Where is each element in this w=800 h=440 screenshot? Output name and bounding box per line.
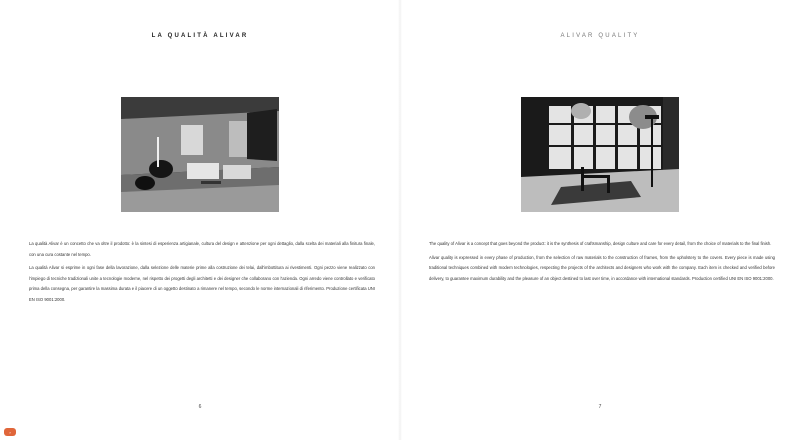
left-paragraph-1: La qualità Alivar è un concetto che va oltre il prodotto: è la sintesi di esperienza artigianale, cultura del design e attenzione per ogni dettaglio, dalla scelta dei materiali alla finitura finale, con una cura costante nel tempo. — [29, 241, 375, 257]
interior-photo-lounge — [121, 97, 279, 212]
right-page-number: 7 — [598, 404, 602, 410]
corner-tab-icon[interactable] — [4, 428, 16, 436]
right-paragraph-1: The quality of Alivar is a concept that goes beyond the product: it is the synthesis of craftsmanship, design culture and care for every detail, from the choice of materials to the final finish. — [429, 241, 772, 246]
right-page-heading: ALIVAR QUALITY — [560, 33, 640, 39]
left-page-body — [29, 239, 375, 308]
left-page-number: 6 — [198, 404, 202, 410]
left-page-heading: LA QUALITÀ ALIVAR — [151, 33, 249, 39]
corner-tab-glyph: › — [9, 429, 11, 435]
interior-photo-window — [521, 97, 679, 212]
left-paragraph-2: La qualità Alivar si esprime in ogni fase della lavorazione, dalla selezione delle materie prime alla costruzione dei telai, dall'imbottitura ai rivestimenti. Ogni pezzo viene realizzato con l'impiego di tecniche tradizionali unite a tecnologie moderne, nel rispetto dei progetti degli architetti e dei designer che collaborano con l'azienda. Ogni arredo viene controllato e verificato prima della consegna, per garantire la massima durata e il piacere di un oggetto destinato a rimanere nel tempo, secondo le norme internazionali di riferimento. Produzione certificata UNI EN ISO 9001:2000. — [29, 265, 375, 302]
right-paragraph-2: Alivar quality is expressed in every phase of production, from the selection of raw materials to the construction of frames, from the upholstery to the covers. Every piece is made using traditional techniques combined with modern technologies, respecting the projects of the architects and designers who work with the company. Each item is checked and verified before delivery, to guarantee maximum durability and the pleasure of an object destined to last over time, in accordance with international standards. Production certified UNI EN ISO 9001:2000. — [429, 254, 775, 281]
right-page — [400, 0, 800, 440]
right-page-body — [429, 239, 775, 287]
